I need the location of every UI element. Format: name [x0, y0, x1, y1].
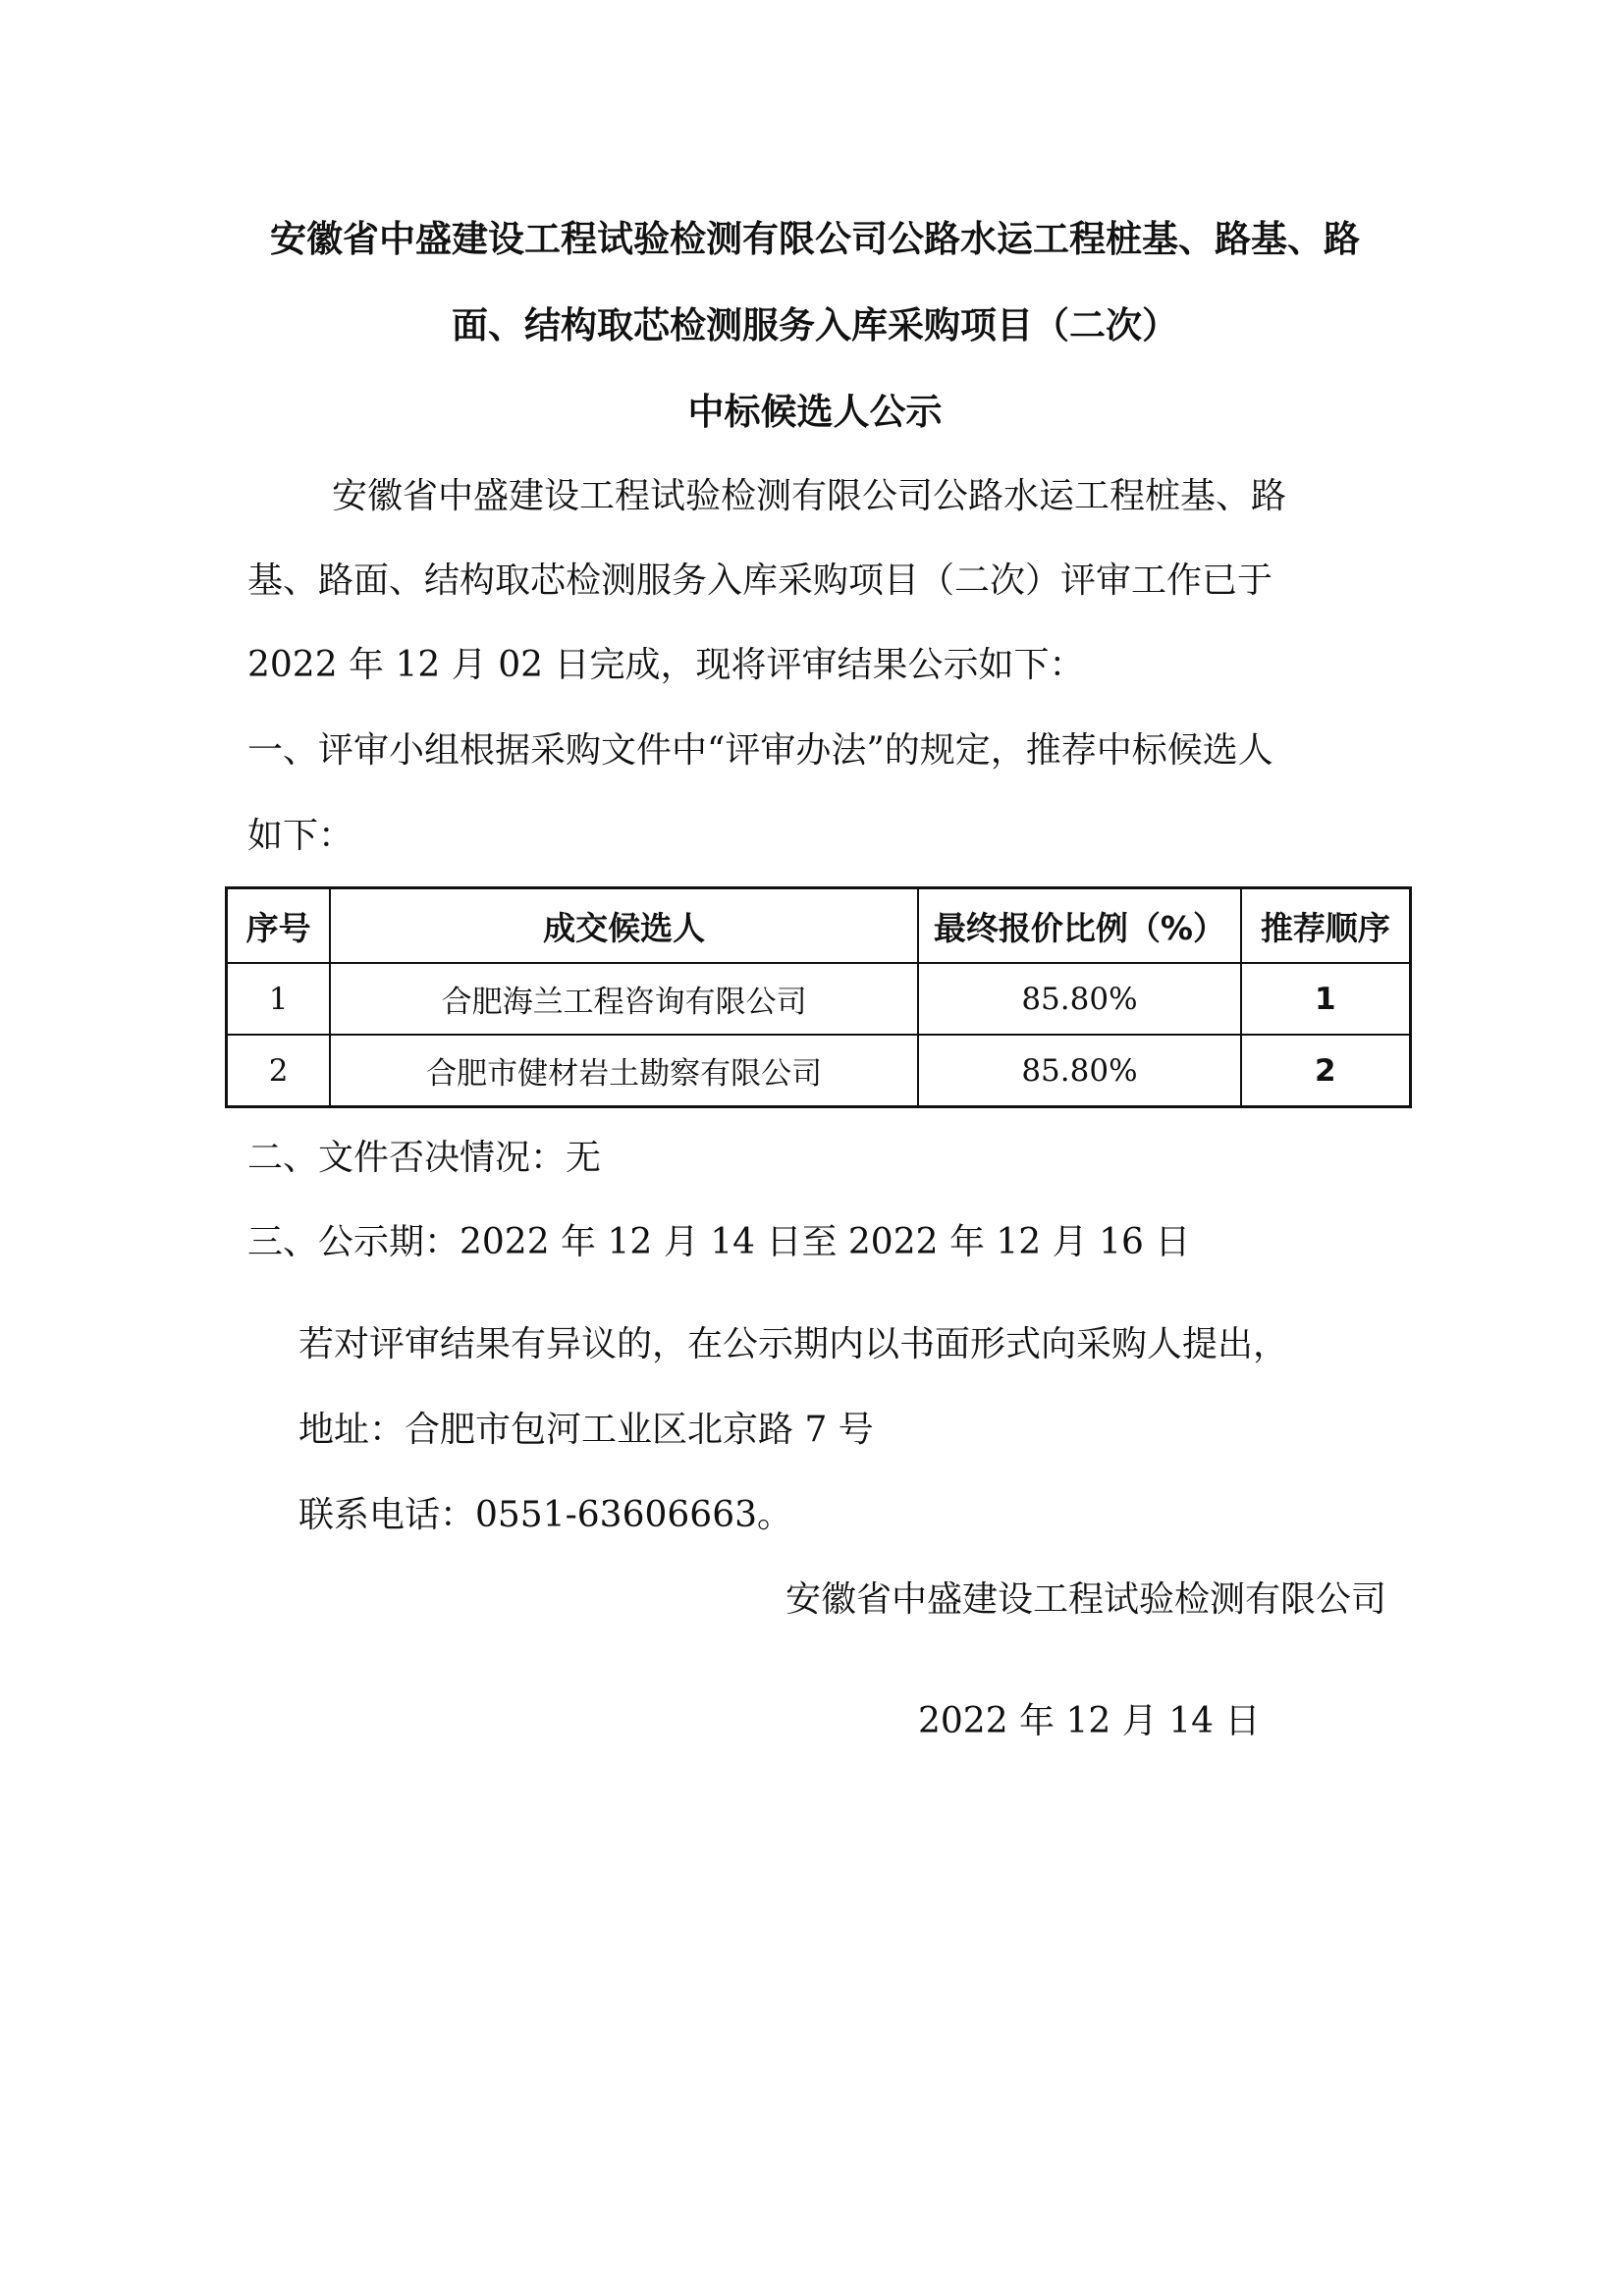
- table-header-row: [227, 888, 1411, 964]
- row-index: 1: [227, 963, 331, 1035]
- document-title-line-3: 中标候选人公示: [687, 391, 943, 433]
- section-1-line-1: 一、评审小组根据采购文件中“评审办法”的规定，推荐中标候选人: [247, 730, 1273, 771]
- signature-company: 安徽省中盛建设工程试验检测有限公司: [785, 1579, 1386, 1620]
- intro-line-2: 基、路面、结构取芯检测服务入库采购项目（二次）评审工作已于: [247, 561, 1273, 601]
- signature-date: 2022 年 12 月 14 日: [918, 1701, 1261, 1741]
- section-3: 三、公示期：2022 年 12 月 14 日至 2022 年 12 月 16 日: [247, 1222, 1191, 1262]
- table-row: [227, 963, 1411, 1035]
- intro-line-3: 2022 年 12 月 02 日完成，现将评审结果公示如下：: [247, 645, 1085, 685]
- document-title-line-1: 安徽省中盛建设工程试验检测有限公司公路水运工程桩基、路基、路: [270, 218, 1360, 260]
- document-title-line-2: 面、结构取芯检测服务入库采购项目（二次）: [452, 304, 1178, 347]
- row-ratio: 85.80%: [918, 963, 1240, 1035]
- address-line: 地址：合肥市包河工业区北京路 7 号: [298, 1410, 874, 1450]
- objection-note: 若对评审结果有异议的，在公示期内以书面形式向采购人提出，: [298, 1324, 1289, 1364]
- row-rank: 1: [1241, 963, 1411, 1035]
- section-2: 二、文件否决情况：无: [247, 1138, 602, 1178]
- header-candidate: 成交候选人: [330, 888, 918, 964]
- phone-line: 联系电话：0551-63606663。: [298, 1495, 793, 1535]
- section-1-line-2: 如下：: [247, 816, 354, 856]
- row-ratio: 85.80%: [918, 1035, 1240, 1107]
- row-candidate-name: 合肥市健材岩土勘察有限公司: [330, 1035, 918, 1107]
- header-index: 序号: [227, 888, 331, 964]
- row-index: 2: [227, 1035, 331, 1107]
- candidate-table: [225, 886, 1412, 1108]
- header-ratio: 最终报价比例（%）: [918, 888, 1240, 964]
- intro-line-1: 安徽省中盛建设工程试验检测有限公司公路水运工程桩基、路: [332, 476, 1287, 516]
- header-rank: 推荐顺序: [1241, 888, 1411, 964]
- row-rank: 2: [1241, 1035, 1411, 1107]
- table-row: [227, 1035, 1411, 1107]
- row-candidate-name: 合肥海兰工程咨询有限公司: [330, 963, 918, 1035]
